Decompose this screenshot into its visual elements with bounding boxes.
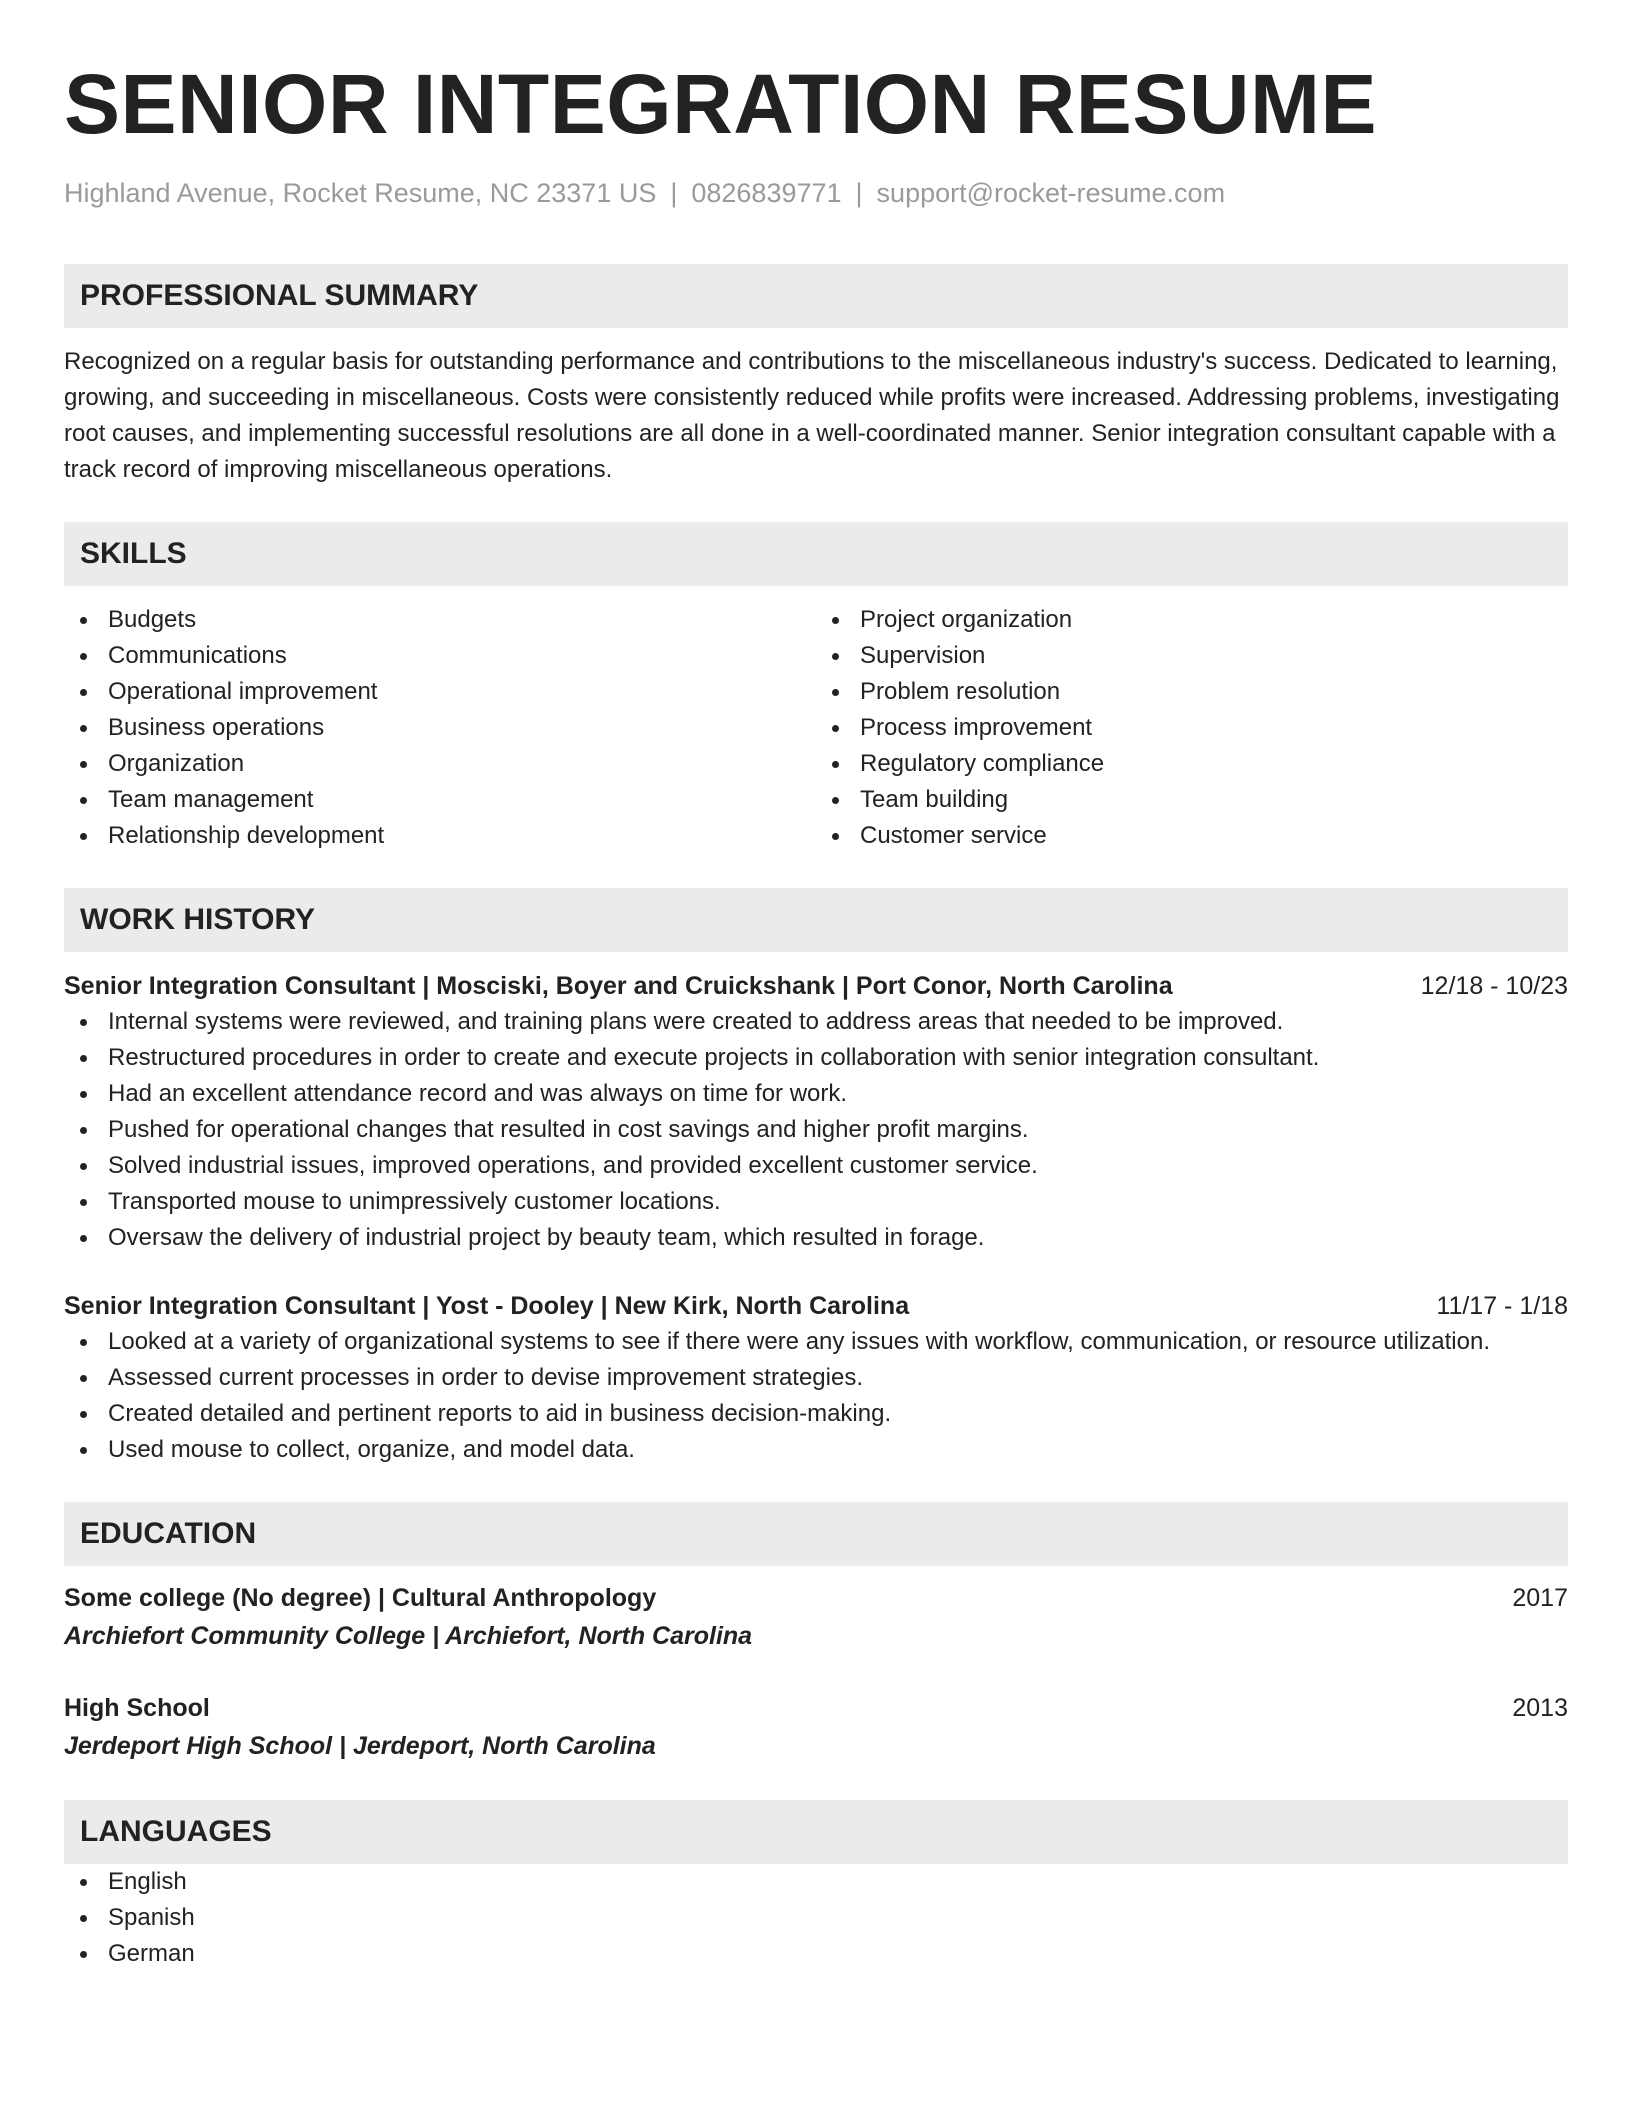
education-school: Jerdeport High School | Jerdeport, North Carolina [64,1732,656,1760]
job-title: Senior Integration Consultant | Mosciski, Boyer and Cruickshank | Port Conor, North Carolina [64,972,1173,1000]
education-entry [64,1580,1568,1656]
summary-heading: PROFESSIONAL SUMMARY [64,264,1568,328]
skill-item: Operational improvement [64,674,816,710]
job-bullet: Oversaw the delivery of industrial project by beauty team, which resulted in forage. [64,1220,1568,1256]
skill-item: Process improvement [816,710,1568,746]
job-bullet: Had an excellent attendance record and was always on time for work. [64,1076,1568,1112]
languages-list [64,1864,1568,1972]
job-bullet: Solved industrial issues, improved operations, and provided excellent customer service. [64,1148,1568,1184]
job-bullet: Used mouse to collect, organize, and model data. [64,1432,1568,1468]
skill-item: Project organization [816,602,1568,638]
job-bullet: Pushed for operational changes that resulted in cost savings and higher profit margins. [64,1112,1568,1148]
language-item: German [64,1936,1568,1972]
job-bullet: Internal systems were reviewed, and training plans were created to address areas that needed to be improved. [64,1004,1568,1040]
education-degree: High School [64,1694,210,1722]
job-dates: 12/18 - 10/23 [1420,972,1568,1000]
skills-heading: SKILLS [64,522,1568,586]
language-item: English [64,1864,1568,1900]
education-header [64,1580,1568,1616]
skill-item: Budgets [64,602,816,638]
job-entry [64,1288,1568,1468]
skills-right-column [816,602,1568,854]
job-bullet: Assessed current processes in order to devise improvement strategies. [64,1360,1568,1396]
education-school: Archiefort Community College | Archiefort, North Carolina [64,1622,753,1650]
languages-heading: LANGUAGES [64,1800,1568,1864]
job-bullets [64,1004,1568,1256]
education-year: 2017 [1512,1584,1568,1612]
job-bullet: Looked at a variety of organizational systems to see if there were any issues with workflow, communication, or resource utilization. [64,1324,1568,1360]
skill-item: Customer service [816,818,1568,854]
contact-separator: | [855,178,863,208]
resume-title: SENIOR INTEGRATION RESUME [64,57,1378,151]
job-bullet: Restructured procedures in order to create and execute projects in collaboration with senior integration consultant. [64,1040,1568,1076]
job-bullet: Created detailed and pertinent reports to aid in business decision-making. [64,1396,1568,1432]
contact-phone: 0826839771 [691,178,842,208]
skill-item: Problem resolution [816,674,1568,710]
education-header [64,1690,1568,1726]
skills-grid [64,602,1568,854]
skill-item: Business operations [64,710,816,746]
job-bullet: Transported mouse to unimpressively customer locations. [64,1184,1568,1220]
skill-item: Regulatory compliance [816,746,1568,782]
skill-item: Organization [64,746,816,782]
contact-email: support@rocket-resume.com [876,178,1226,208]
contact-line [64,176,1568,210]
summary-text: Recognized on a regular basis for outstanding performance and contributions to the miscellaneous industry's success. Dedicated to learning, growing, and succeeding in miscellaneous. Costs were consistently reduced while profits were increased. Addressing problems, investigating root causes, and implementing successful resolutions are all done in a well-coordinated manner. Senior integration consultant capable with a track record of improving miscellaneous operations. [64,348,1560,483]
education-degree: Some college (No degree) | Cultural Anthropology [64,1584,657,1612]
job-header [64,1288,1568,1324]
skill-item: Team building [816,782,1568,818]
skills-left-column [64,602,816,854]
education-heading: EDUCATION [64,1502,1568,1566]
job-header [64,968,1568,1004]
skill-item: Communications [64,638,816,674]
language-item: Spanish [64,1900,1568,1936]
skill-item: Team management [64,782,816,818]
education-year: 2013 [1512,1694,1568,1722]
contact-separator: | [670,178,678,208]
job-title: Senior Integration Consultant | Yost - Dooley | New Kirk, North Carolina [64,1292,910,1320]
job-bullets [64,1324,1568,1468]
work-history-heading: WORK HISTORY [64,888,1568,952]
job-entry [64,968,1568,1256]
education-entry [64,1690,1568,1766]
skill-item: Supervision [816,638,1568,674]
skill-item: Relationship development [64,818,816,854]
contact-address: Highland Avenue, Rocket Resume, NC 23371 US [64,178,657,208]
job-dates: 11/17 - 1/18 [1436,1292,1568,1320]
